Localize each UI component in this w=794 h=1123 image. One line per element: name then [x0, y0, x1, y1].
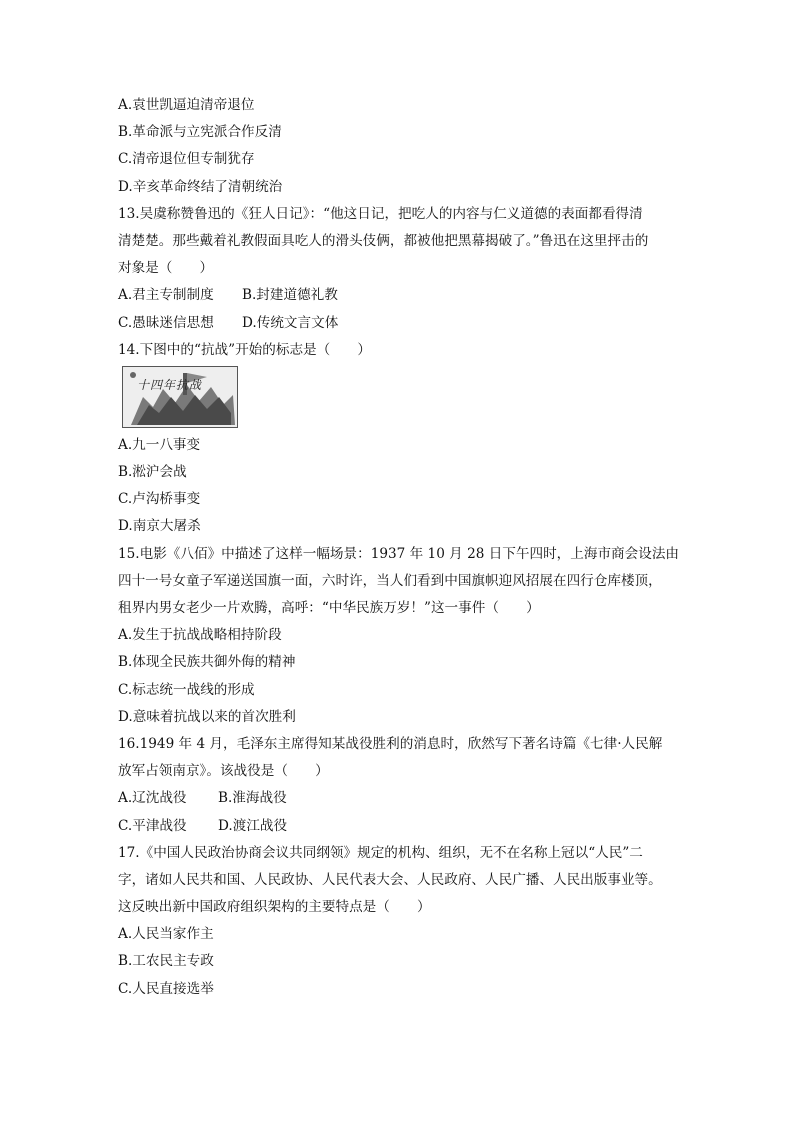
q16-stem-line-1: 16.1949 年 4 月，毛泽东主席得知某战役胜利的消息时，欣然写下著名诗篇《七律·人民解 [118, 735, 663, 752]
q12-option-a: A.袁世凯逼迫清帝退位 [118, 97, 255, 113]
q14-stem: 14.下图中的“抗战”开始的标志是（ ） [118, 341, 372, 358]
q15-stem-line-3: 租界内男女老少一片欢腾，高呼：“中华民族万岁！”这一事件（ ） [118, 600, 540, 616]
q17-stem-line-3: 这反映出新中国政府组织架构的主要特点是（ ） [118, 899, 431, 916]
q13-stem-line-1: 13.吴虞称赞鲁迅的《狂人日记》：“他这日记，把吃人的内容与仁义道德的表面都看得清 [118, 205, 643, 222]
q16-options-row-1 [118, 785, 678, 812]
q13-stem-line-3: 对象是（ ） [118, 260, 214, 277]
q16-option-d: D.渡江战役 [218, 817, 288, 834]
q16-stem-line-2: 放军占领南京》。该战役是（ ） [118, 763, 329, 780]
q14-option-a: A.九一八事变 [118, 436, 201, 453]
q15-stem-line-2: 四十一号女童子军递送国旗一面，六时许，当人们看到中国旗帜迎风招展在四行仓库楼顶， [118, 572, 662, 589]
q15-option-c: C.标志统一战线的形成 [118, 681, 255, 698]
figure-caption: 十四年抗战 [137, 377, 203, 392]
q17-stem-line-2: 字，诸如人民共和国、人民政协、人民代表大会、人民政府、人民广播、人民出版事业等。 [118, 871, 662, 888]
q13-option-a: A.君主专制制度 [118, 287, 214, 304]
q17-option-b: B.工农民主专政 [118, 953, 214, 970]
q12-option-d: D.辛亥革命终结了清朝统治 [118, 178, 283, 195]
q16-option-b: B.淮海战役 [218, 790, 287, 807]
q13-options-row-2 [118, 310, 678, 337]
q15-stem-line-1: 15.电影《八佰》中描述了这样一幅场景：1937 年 10 月 28 日下午四时，上海市商会设法由 [118, 545, 680, 562]
q17-option-a: A.人民当家作主 [118, 926, 214, 943]
q14-option-d: D.南京大屠杀 [118, 518, 201, 535]
q15-option-b: B.体现全民族共御外侮的精神 [118, 654, 296, 671]
q17-option-c: C.人民直接选举 [118, 980, 214, 997]
q13-option-c: C.愚昧迷信思想 [118, 314, 214, 331]
q13-option-d: D.传统文言文体 [242, 314, 339, 331]
q14-option-b: B.淞沪会战 [118, 464, 187, 481]
q14-figure-image [122, 366, 238, 428]
q15-option-d: D.意味着抗战以来的首次胜利 [118, 708, 296, 725]
q15-option-a: A.发生于抗战战略相持阶段 [118, 627, 282, 644]
q13-options-row-1 [118, 282, 678, 309]
q12-option-c: C.清帝退位但专制犹存 [118, 151, 255, 168]
q14-option-c: C.卢沟桥事变 [118, 491, 201, 508]
q13-option-b: B.封建道德礼教 [242, 287, 338, 304]
q13-stem-line-2: 清楚楚。那些戴着礼教假面具吃人的滑头伎俩，都被他把黑幕揭破了。”鲁迅在这里抨击的 [118, 232, 649, 249]
q17-stem-line-1: 17.《中国人民政治协商会议共同纲领》规定的机构、组织，无不在名称上冠以“人民”二 [118, 844, 643, 861]
exam-page [118, 92, 678, 1003]
q12-option-b: B.革命派与立宪派合作反清 [118, 124, 282, 141]
q16-option-a: A.辽沈战役 [118, 790, 187, 807]
q16-options-row-2 [118, 813, 678, 840]
q16-option-c: C.平津战役 [118, 817, 187, 834]
